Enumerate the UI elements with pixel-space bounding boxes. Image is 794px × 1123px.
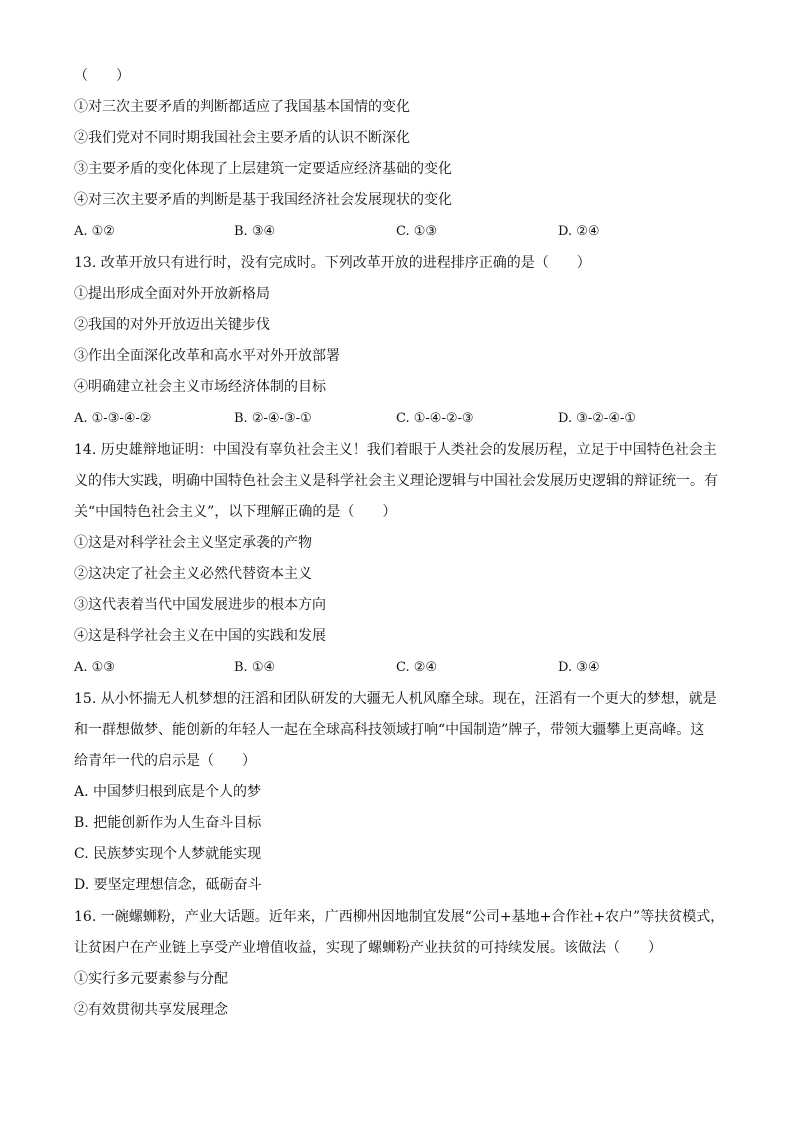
q15-stem-line-3: 给青年一代的启示是（ ） xyxy=(74,753,256,769)
q14-item-1: ①这是对科学社会主义坚定承袭的产物 xyxy=(74,535,312,551)
q14-option-c[interactable]: C. ②④ xyxy=(396,660,438,675)
q12-item-3: ③主要矛盾的变化体现了上层建筑一定要适应经济基础的变化 xyxy=(74,161,452,177)
q13-item-3: ③作出全面深化改革和高水平对外开放部署 xyxy=(74,348,340,364)
q12-options xyxy=(74,222,754,242)
q13-item-4: ④明确建立社会主义市场经济体制的目标 xyxy=(74,379,326,395)
q13-item-2: ②我国的对外开放迈出关键步伐 xyxy=(74,317,270,333)
q15-option-c[interactable]: C. 民族梦实现个人梦就能实现 xyxy=(74,846,262,862)
q13-item-1: ①提出形成全面对外开放新格局 xyxy=(74,286,270,302)
q14-stem-line-2: 义的伟大实践，明确中国特色社会主义是科学社会主义理论逻辑与中国社会发展历史逻辑的辩证统一。有 xyxy=(74,473,718,489)
q15-stem-line-2: 和一群想做梦、能创新的年轻人一起在全球高科技领域打响“中国制造”牌子，带领大疆攀上更高峰。这 xyxy=(74,722,705,738)
q12-option-a[interactable]: A. ①② xyxy=(74,224,115,239)
q12-item-1: ①对三次主要矛盾的判断都适应了我国基本国情的变化 xyxy=(74,99,410,115)
q13-option-a[interactable]: A. ①-③-④-② xyxy=(74,411,152,426)
q12-option-b[interactable]: B. ③④ xyxy=(234,224,276,239)
q15-option-b[interactable]: B. 把能创新作为人生奋斗目标 xyxy=(74,815,262,831)
q13-options xyxy=(74,409,754,429)
q14-stem-line-3: 关“中国特色社会主义”，以下理解正确的是（ ） xyxy=(74,504,397,520)
q14-item-3: ③这代表着当代中国发展进步的根本方向 xyxy=(74,597,326,613)
q14-item-4: ④这是科学社会主义在中国的实践和发展 xyxy=(74,628,326,644)
q13-option-d[interactable]: D. ③-②-④-① xyxy=(558,411,637,426)
q15-option-a[interactable]: A. 中国梦归根到底是个人的梦 xyxy=(74,784,262,800)
q14-options xyxy=(74,658,754,678)
q12-item-2: ②我们党对不同时期我国社会主要矛盾的认识不断深化 xyxy=(74,130,410,146)
q12-option-c[interactable]: C. ①③ xyxy=(396,224,438,239)
q13-option-b[interactable]: B. ②-④-③-① xyxy=(234,411,312,426)
q14-item-2: ②这决定了社会主义必然代替资本主义 xyxy=(74,566,312,582)
q15-stem-line-1: 15. 从小怀揣无人机梦想的汪滔和团队研发的大疆无人机风靡全球。现在，汪滔有一个更大的梦想，就是 xyxy=(74,691,717,707)
q16-stem-line-2: 让贫困户在产业链上享受产业增值收益，实现了螺蛳粉产业扶贫的可持续发展。该做法（ ） xyxy=(74,940,662,956)
q14-option-d[interactable]: D. ③④ xyxy=(558,660,600,675)
q16-item-1: ①实行多元要素参与分配 xyxy=(74,971,228,987)
q13-option-c[interactable]: C. ①-④-②-③ xyxy=(396,411,474,426)
q14-option-a[interactable]: A. ①③ xyxy=(74,660,115,675)
q14-option-b[interactable]: B. ①④ xyxy=(234,660,276,675)
q15-option-d[interactable]: D. 要坚定理想信念，砥砺奋斗 xyxy=(74,877,262,893)
q16-stem-line-1: 16. 一碗螺蛳粉，产业大话题。近年来，广西柳州因地制宜发展“公司+基地+合作社+农户”等扶贫模式， xyxy=(74,909,725,925)
q14-stem-line-1: 14. 历史雄辩地证明：中国没有辜负社会主义！我们着眼于人类社会的发展历程，立足于中国特色社会主 xyxy=(74,442,717,458)
q16-item-2: ②有效贯彻共享发展理念 xyxy=(74,1002,228,1018)
q12-item-4: ④对三次主要矛盾的判断是基于我国经济社会发展现状的变化 xyxy=(74,192,452,208)
q13-stem: 13. 改革开放只有进行时，没有完成时。下列改革开放的进程排序正确的是（ ） xyxy=(74,255,591,271)
q12-answer-blank: （ ） xyxy=(74,68,130,84)
q12-option-d[interactable]: D. ②④ xyxy=(558,224,600,239)
